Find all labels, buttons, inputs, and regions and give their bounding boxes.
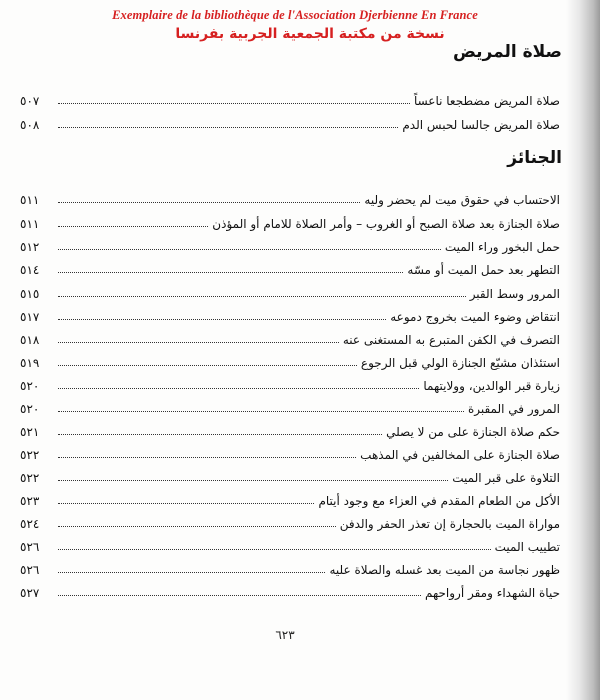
toc-entry [20,580,560,600]
toc-leader-dots [58,434,382,435]
toc-entry [20,88,560,108]
toc-entry [20,534,560,554]
toc-entry-title: مواراة الميت بالحجارة إن تعذر الحفر والدفن [339,517,560,531]
toc-entry-page: ٥١٧ [20,310,40,324]
toc-leader-dots [58,202,360,203]
toc-entry [20,234,560,254]
book-spine-shadow [566,0,600,700]
toc-entry-page: ٥٢٧ [20,586,40,600]
toc-leader-dots [58,480,448,481]
toc-entry-page: ٥٢٢ [20,448,40,462]
toc-entry [20,281,560,301]
page-number: ٦٢٣ [275,628,295,642]
toc-entry [20,211,560,231]
toc-entry [20,187,560,207]
toc-entry-title: تطييب الميت [494,540,560,554]
toc-entry-title: انتقاض وضوء الميت بخروج دموعه [390,310,560,324]
toc-entry-title: التلاوة على قبر الميت [452,471,560,485]
toc-leader-dots [58,457,356,458]
toc-entry [20,257,560,277]
toc-entry-page: ٥١٩ [20,356,40,370]
toc-entry-page: ٥٢٠ [20,402,40,416]
toc-leader-dots [58,226,208,227]
toc-entry-title: حياة الشهداء ومقر أرواحهم [424,586,560,600]
library-stamp-arabic: نسخة من مكتبة الجمعية الجربية بفرنسا [175,26,445,42]
toc-entry-title: المرور وسط القبر [469,287,560,301]
toc-entry [20,557,560,577]
toc-entry-title: استئذان مشيّع الجنازة الولي قبل الرجوع [360,356,560,370]
toc-entry [20,112,560,132]
toc-entry [20,442,560,462]
toc-entry-page: ٥١٢ [20,240,40,254]
toc-entry-page: ٥١٤ [20,263,40,277]
toc-entry-page: ٥٠٧ [20,94,40,108]
toc-leader-dots [58,249,441,250]
toc-entry-title: ظهور نجاسة من الميت بعد غسله والصلاة عليه [329,563,560,577]
toc-entry [20,465,560,485]
toc-leader-dots [58,549,491,550]
toc-entry-title: صلاة المريض جالسا لحبس الدم [402,118,560,132]
toc-entry [20,327,560,347]
toc-entry-page: ٥١٥ [20,287,40,301]
toc-entry-page: ٥١٨ [20,333,40,347]
toc-entry-title: التصرف في الكفن المتبرع به المستغنى عنه [342,333,560,347]
toc-entry-title: صلاة المريض مضطجعا ناعساً [413,94,560,108]
toc-entry-page: ٥٢٢ [20,471,40,485]
toc-leader-dots [58,272,403,273]
toc-entry-title: الأكل من الطعام المقدم في العزاء مع وجود أيتام [318,494,560,508]
toc-entry-title: الاحتساب في حقوق ميت لم يحضر وليه [364,193,560,207]
toc-entry-page: ٥٢٦ [20,540,40,554]
toc-entry-page: ٥٢٠ [20,379,40,393]
toc-entry-page: ٥٢٦ [20,563,40,577]
toc-leader-dots [58,319,386,320]
toc-entry [20,511,560,531]
section-title-funerals: الجنائز [507,148,562,168]
toc-entry-title: صلاة الجنازة بعد صلاة الصبح أو الغروب – وأمر الصلاة للامام أو المؤذن [212,217,560,231]
toc-entry [20,373,560,393]
toc-leader-dots [58,411,464,412]
toc-entry-page: ٥١١ [20,193,40,207]
toc-entry-title: حمل البخور وراء الميت [444,240,560,254]
toc-entry-title: زيارة قبر الوالدين، وولايتهما [423,379,560,393]
toc-entry-title: حكم صلاة الجنازة على من لا يصلي [386,425,560,439]
toc-leader-dots [58,365,357,366]
toc-entry [20,419,560,439]
toc-entry-title: صلاة الجنازة على المخالفين في المذهب [360,448,560,462]
toc-entry [20,488,560,508]
toc-leader-dots [58,342,339,343]
toc-leader-dots [58,595,421,596]
toc-leader-dots [58,572,325,573]
toc-leader-dots [58,388,419,389]
toc-leader-dots [58,503,314,504]
toc-entry [20,396,560,416]
toc-entry-title: المرور في المقبرة [467,402,560,416]
toc-leader-dots [58,103,410,104]
toc-entry-page: ٥٢٤ [20,517,40,531]
toc-entry-page: ٥١١ [20,217,40,231]
toc-entry [20,304,560,324]
toc-entry [20,350,560,370]
toc-leader-dots [58,127,398,128]
toc-entry-page: ٥٠٨ [20,118,40,132]
library-stamp-french: Exemplaire de la bibliothèque de l'Association Djerbienne En France [112,8,478,22]
section-title-sick-prayer: صلاة المريض [452,42,562,62]
toc-entry-page: ٥٢٣ [20,494,40,508]
toc-leader-dots [58,526,336,527]
toc-leader-dots [58,296,466,297]
toc-entry-page: ٥٢١ [20,425,40,439]
toc-entry-title: التطهر بعد حمل الميت أو مسّه [407,263,560,277]
